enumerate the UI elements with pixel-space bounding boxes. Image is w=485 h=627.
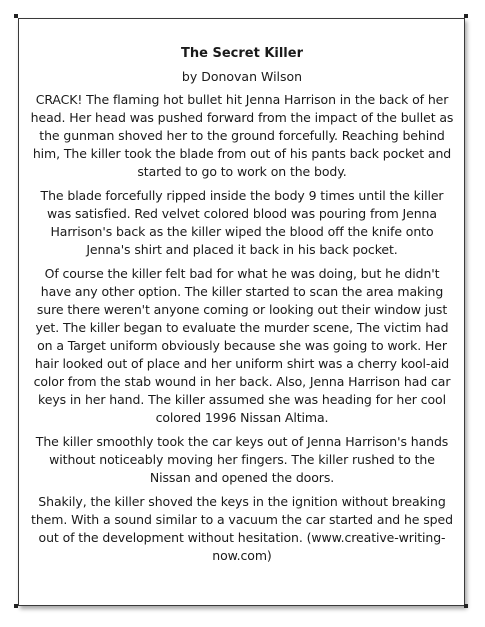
corner-mark-bottom-right [464,604,468,608]
paragraph: The killer smoothly took the car keys out of Jenna Harrison's hands without noticeably moving her fingers. The killer rushed to the Nissan and opened the doors. [35,434,449,485]
paragraph: CRACK! The flaming hot bullet hit Jenna Harrison in the back of her head. Her head was pushed forward from the impact of the bullet as the gunman shoved her to the ground forcefully. Reaching behind him, The killer took the blade from out of his pants back pocket and started to go to work on the body. [30,92,454,179]
paragraph: The blade forcefully ripped inside the body 9 times until the killer was satisfied. Red velvet colored blood was pouring from Jenna Harrison's back as the killer wiped the blood off the knife onto Jenna's shirt and placed it back in his back pocket. [40,188,444,257]
document-body [30,45,454,571]
corner-mark-top-right [464,14,468,18]
corner-mark-top-left [14,14,18,18]
story-title: The Secret Killer [181,46,303,61]
corner-mark-bottom-left [14,604,18,608]
paragraph: Shakily, the killer shoved the keys in the ignition without breaking them. With a sound similar to a vacuum the car started and he sped out of the development without hesitation. (www.creative-writing-now.com) [31,494,453,563]
story-author: by Donovan Wilson [181,69,303,84]
paragraph: Of course the killer felt bad for what he was doing, but he didn't have any other option. The killer started to scan the area making sure there weren't anyone coming or looking out their window just yet. The killer began to evaluate the murder scene, The victim had on a Target uniform obviously because she was going to work. Her hair looked out of place and her uniform shirt was a cherry kool-aid color from the stab wound in her back. Also, Jenna Harrison had car keys in her hand. The killer assumed she was heading for her cool colored 1996 Nissan Altima. [33,266,451,425]
